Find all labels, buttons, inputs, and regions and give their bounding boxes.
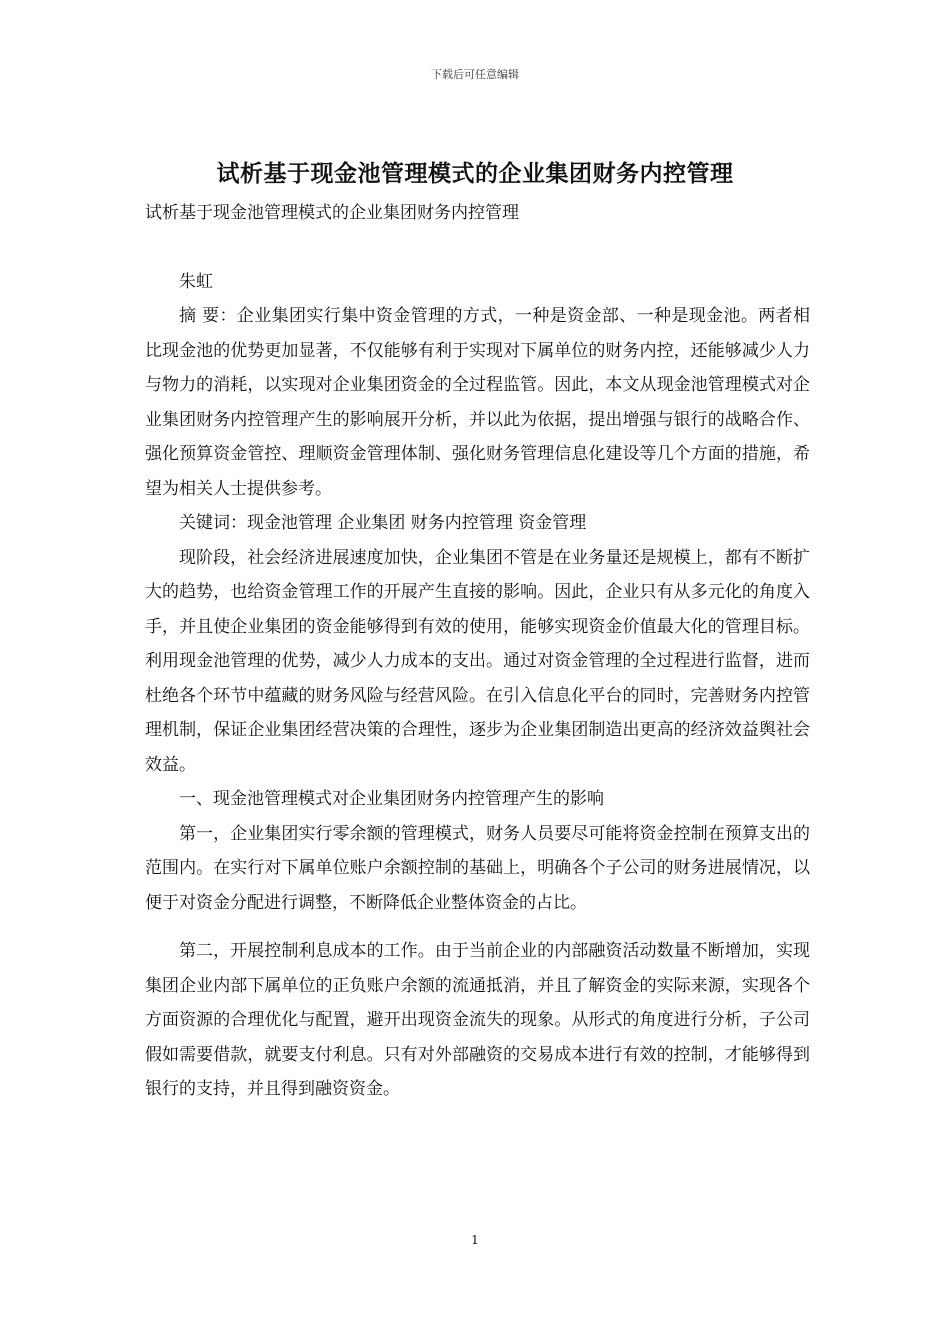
paragraph-first: 第一，企业集团实行零余额的管理模式，财务人员要尽可能将资金控制在预算支出的范围内。在实行对下属单位账户余额控制的基础上，明确各个子公司的财务进展情况，以便于对资金分配进行调整，不断降低企业整体资金的占比。	[145, 823, 810, 913]
spacer	[145, 231, 810, 265]
document-body	[145, 196, 810, 1107]
section-heading: 一、现金池管理模式对企业集团财务内控管理产生的影响	[179, 789, 604, 809]
paragraph-second: 第二，开展控制利息成本的工作。由于当前企业的内部融资活动数量不断增加，实现集团企业内部下属单位的正负账户余额的流通抵消，并且了解资金的实际来源，实现各个方面资源的合理优化与配置，避开出现资金流失的现象。从形式的角度进行分析，子公司假如需要借款，就要支付利息。只有对外部融资的交易成本进行有效的控制，才能够得到银行的支持，并且得到融资资金。	[145, 941, 810, 1099]
author: 朱虹	[179, 271, 213, 292]
document-title: 试析基于现金池管理模式的企业集团财务内控管理	[216, 161, 734, 187]
abstract-paragraph: 摘 要：企业集团实行集中资金管理的方式，一种是资金部、一种是现金池。两者相比现金池的优势更加显著，不仅能够有利于实现对下属单位的财务内控，还能够减少人力与物力的消耗，以实现对企业集团资金的全过程监管。因此，本文从现金池管理模式对企业集团财务内控管理产生的影响展开分析，并以此为依据，提出增强与银行的战略合作、强化预算资金管控、理顺资金管理体制、强化财务管理信息化建设等几个方面的措施，希望为相关人士提供参考。	[145, 306, 810, 499]
header-note: 下载后可任意编辑	[431, 68, 519, 81]
spacer	[145, 920, 810, 934]
intro-paragraph: 现阶段，社会经济进展速度加快，企业集团不管是在业务量还是规模上，都有不断扩大的趋势，也给资金管理工作的开展产生直接的影响。因此，企业只有从多元化的角度入手，并且使企业集团的资金能够得到有效的使用，能够实现资金价值最大化的管理目标。利用现金池管理的优势，减少人力成本的支出。通过对资金管理的全过程进行监督，进而杜绝各个环节中蕴藏的财务风险与经营风险。在引入信息化平台的同时，完善财务内控管理机制，保证企业集团经营决策的合理性，逐步为企业集团制造出更高的经济效益舆社会效益。	[145, 547, 810, 775]
page-number: 1	[471, 1233, 479, 1247]
subtitle: 试析基于现金池管理模式的企业集团财务内控管理	[145, 203, 519, 223]
keywords-line: 关键词：现金池管理 企业集团 财务内控管理 资金管理	[179, 513, 587, 533]
